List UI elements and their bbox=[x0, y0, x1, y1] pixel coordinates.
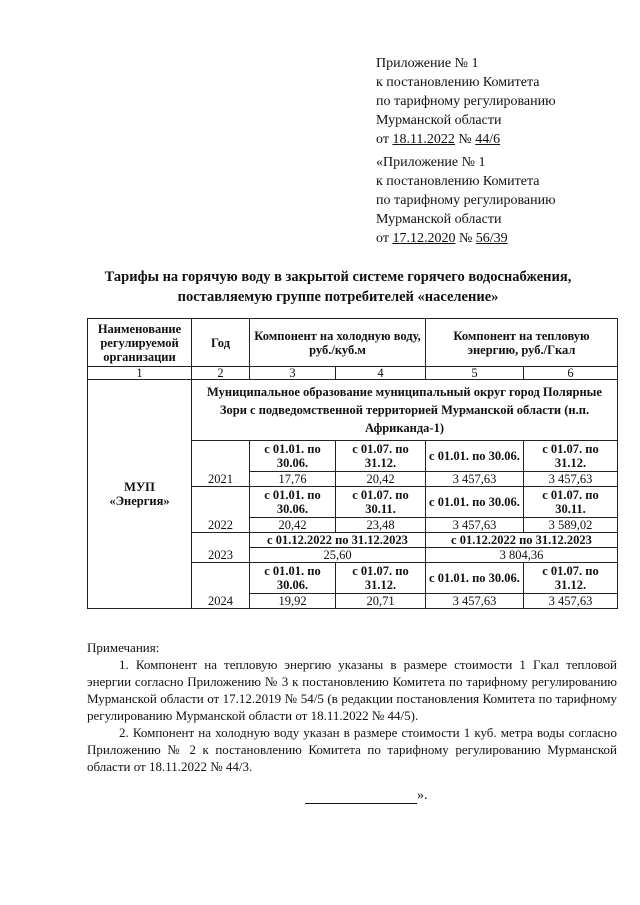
value-cell: 3 457,63 bbox=[426, 518, 524, 533]
year-cell bbox=[192, 487, 250, 533]
period-cell: с 01.07. по 31.12. bbox=[336, 563, 426, 594]
organization-name-line: МУП bbox=[124, 480, 155, 494]
value-cell: 20,71 bbox=[336, 594, 426, 609]
appendix-line: по тарифному регулированию bbox=[376, 94, 556, 109]
period-cell: с 01.07. по 30.11. bbox=[524, 487, 618, 518]
municipality-name: Муниципальное образование муниципальный округ город Полярные Зори с подведомственной территорией Мурманской области (н.п. Африканда-1) bbox=[192, 380, 618, 441]
period-cell: с 01.01. по 30.06. bbox=[250, 441, 336, 472]
period-cell: с 01.01. по 30.06. bbox=[426, 487, 524, 518]
appendix-date-line bbox=[376, 130, 556, 149]
value-cell: 3 457,63 bbox=[426, 594, 524, 609]
value-cell: 20,42 bbox=[336, 472, 426, 487]
period-cell: с 01.01. по 30.06. bbox=[250, 563, 336, 594]
year-cell bbox=[192, 533, 250, 563]
document-title-line: Тарифы на горячую воду в закрытой системе горячего водоснабжения, bbox=[104, 269, 572, 285]
period-cell: с 01.01. по 30.06. bbox=[426, 441, 524, 472]
value-cell: 3 804,36 bbox=[426, 548, 618, 563]
year-cell bbox=[192, 441, 250, 487]
appendix-date-line bbox=[376, 229, 556, 248]
value-cell: 25,60 bbox=[250, 548, 426, 563]
header-year: Год bbox=[192, 319, 250, 367]
from-label: от bbox=[376, 132, 389, 147]
column-number: 3 bbox=[250, 367, 336, 380]
period-cell: с 01.07. по 31.12. bbox=[336, 441, 426, 472]
from-label: от bbox=[376, 231, 389, 246]
year-cell bbox=[192, 563, 250, 609]
period-cell: с 01.07. по 31.12. bbox=[524, 441, 618, 472]
period-cell: с 01.12.2022 по 31.12.2023 bbox=[250, 533, 426, 548]
tariff-table bbox=[87, 318, 618, 609]
value-cell: 20,42 bbox=[250, 518, 336, 533]
header-cold-water: Компонент на холодную воду, руб./куб.м bbox=[250, 319, 426, 367]
closing-line bbox=[305, 788, 428, 804]
value-cell: 3 457,63 bbox=[524, 594, 618, 609]
appendix-1-block bbox=[376, 54, 556, 149]
appendix-date: 18.11.2022 bbox=[392, 132, 455, 147]
municipality-row bbox=[88, 380, 618, 441]
appendix-line: Мурманской области bbox=[376, 212, 502, 227]
column-number: 6 bbox=[524, 367, 618, 380]
appendix-title: Приложение № 1 bbox=[376, 56, 479, 71]
number-sign: № bbox=[458, 132, 472, 147]
header-org: Наименование регулируемой организации bbox=[88, 319, 192, 367]
notes-heading: Примечания: bbox=[87, 640, 160, 655]
appendix-date: 17.12.2020 bbox=[392, 231, 456, 246]
value-cell: 3 457,63 bbox=[524, 472, 618, 487]
closing-quote: ». bbox=[417, 788, 428, 803]
appendix-title: «Приложение № 1 bbox=[376, 155, 486, 170]
period-cell: с 01.01. по 30.06. bbox=[426, 563, 524, 594]
column-number: 5 bbox=[426, 367, 524, 380]
appendix-line: Мурманской области bbox=[376, 113, 502, 128]
value-cell: 3 457,63 bbox=[426, 472, 524, 487]
column-number: 4 bbox=[336, 367, 426, 380]
appendix-number: 56/39 bbox=[475, 231, 508, 246]
appendix-2-block bbox=[376, 153, 556, 248]
period-cell: с 01.01. по 30.06. bbox=[250, 487, 336, 518]
year-label: 2022 bbox=[208, 518, 233, 532]
value-cell: 19,92 bbox=[250, 594, 336, 609]
column-number: 2 bbox=[192, 367, 250, 380]
appendix-number: 44/6 bbox=[475, 132, 501, 147]
notes-section bbox=[87, 639, 617, 775]
organization-name bbox=[88, 380, 192, 609]
table-header-row bbox=[88, 319, 618, 367]
value-cell: 3 589,02 bbox=[524, 518, 618, 533]
appendix-line: к постановлению Комитета bbox=[376, 174, 540, 189]
year-label: 2024 bbox=[208, 594, 233, 608]
document-title-line: поставляемую группе потребителей «население» bbox=[177, 289, 499, 305]
note-2: 2. Компонент на холодную воду указан в размере стоимости 1 куб. метра воды согласно Приложению № 2 к постановлению Комитета по тарифному регулированию Мурманской области от 18.11.2022 № 44/3. bbox=[87, 725, 617, 774]
column-number: 1 bbox=[88, 367, 192, 380]
period-cell: с 01.07. по 31.12. bbox=[524, 563, 618, 594]
value-cell: 23,48 bbox=[336, 518, 426, 533]
organization-name-line: «Энергия» bbox=[109, 494, 170, 508]
value-cell: 17,76 bbox=[250, 472, 336, 487]
appendix-line: по тарифному регулированию bbox=[376, 193, 556, 208]
header-heat-energy: Компонент на тепловую энергию, руб./Гкал bbox=[426, 319, 618, 367]
number-sign: № bbox=[458, 231, 473, 246]
column-number-row bbox=[88, 367, 618, 380]
appendix-line: к постановлению Комитета bbox=[376, 75, 540, 90]
year-label: 2023 bbox=[208, 548, 233, 562]
blank-line bbox=[305, 789, 417, 804]
note-1: 1. Компонент на тепловую энергию указаны в размере стоимости 1 Гкал тепловой энергии согласно Приложению № 3 к постановлению Комитета по тарифному регулированию Мурманской области от 17.12.2019 № 54/5 (в редакции постановления Комитета по тарифному регулированию Мурманской области от 18.11.2022 № 44/5). bbox=[87, 657, 617, 723]
document-title bbox=[60, 267, 616, 307]
period-cell: с 01.07. по 30.11. bbox=[336, 487, 426, 518]
year-label: 2021 bbox=[208, 472, 233, 486]
period-cell: с 01.12.2022 по 31.12.2023 bbox=[426, 533, 618, 548]
